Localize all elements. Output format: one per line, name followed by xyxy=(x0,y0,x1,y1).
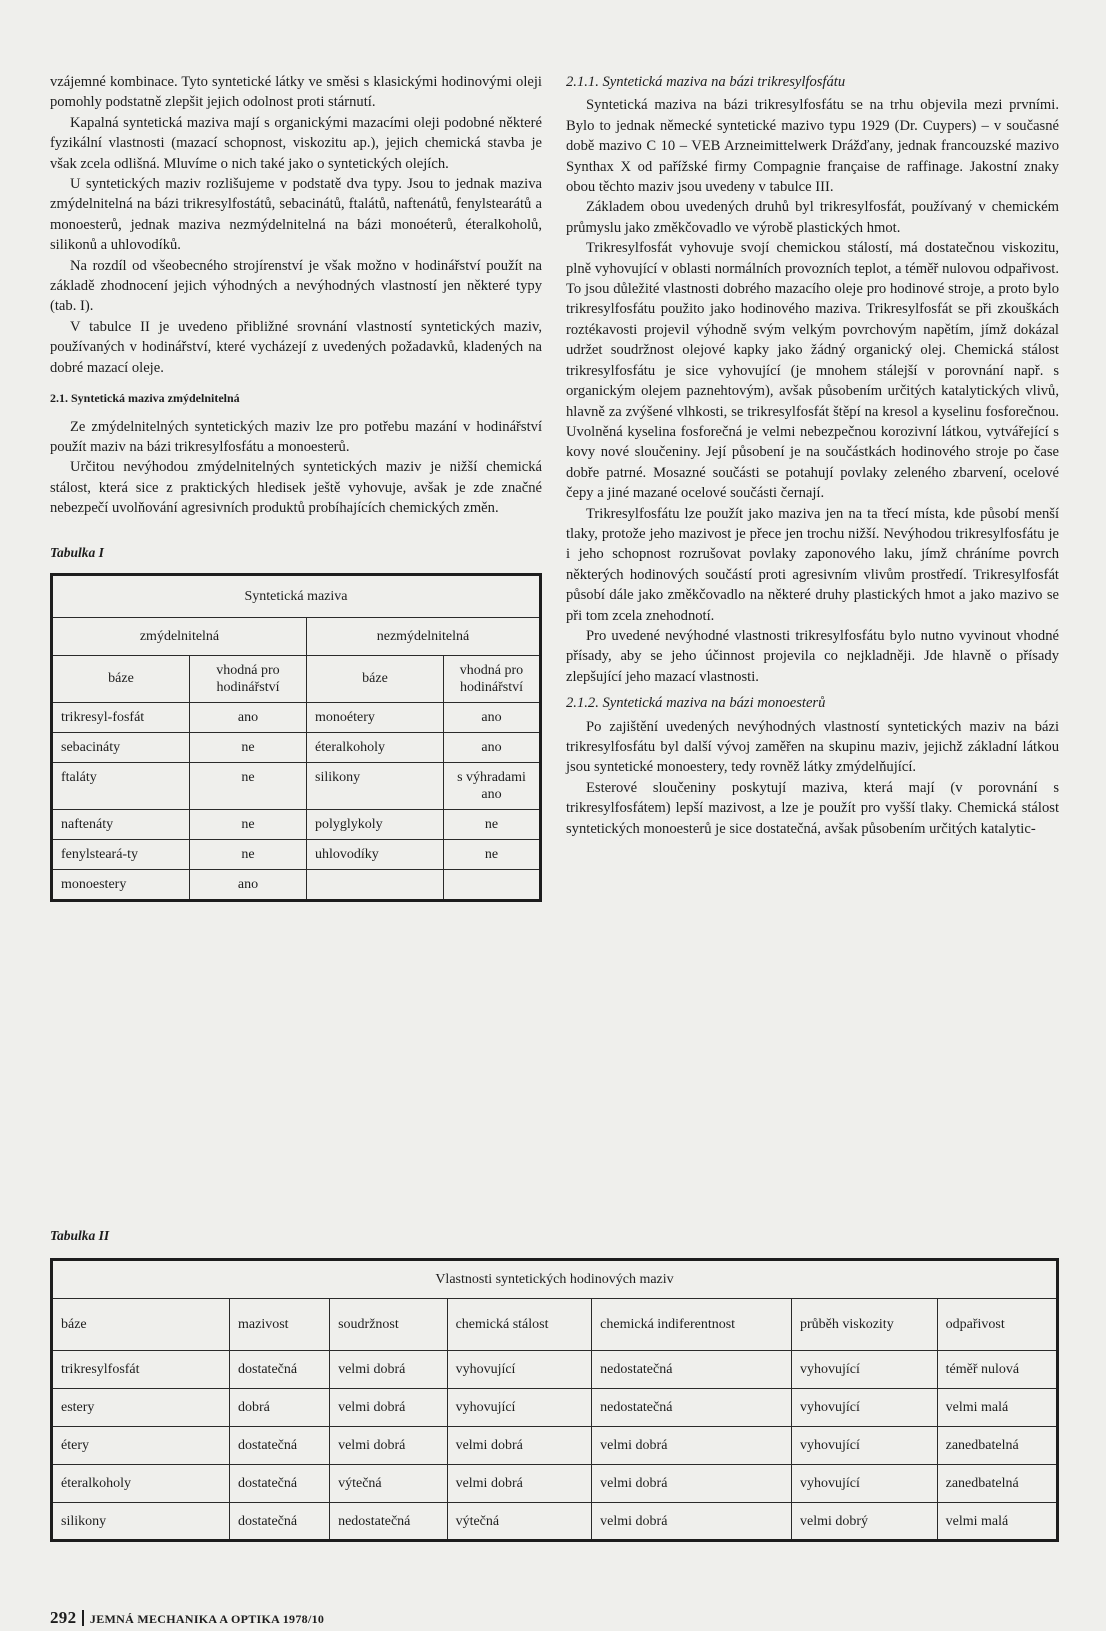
table2-caption: Tabulka II xyxy=(50,1228,110,1243)
table-cell: velmi dobrá xyxy=(592,1503,792,1541)
table-cell: fenylsteará-ty xyxy=(52,839,190,869)
table-cell: ne xyxy=(190,762,307,809)
table-cell: ano xyxy=(190,869,307,900)
table-cell: monoestery xyxy=(52,869,190,900)
paragraph: V tabulce II je uvedeno přibližné srovnání vlastností syntetických maziv, používaných v hodinářství, které vycházejí z uvedených požadavků, kladených na dobré mazací oleje. xyxy=(50,318,542,376)
table-cell: velmi dobrá xyxy=(592,1465,792,1503)
table-row xyxy=(52,869,541,900)
paragraph: Po zajištění uvedených nevýhodných vlastností syntetických maziv na bázi trikresylfosfátu byl další vývoj zaměřen na skupinu maziv, jejichž základní látkou jsou syntetické monoestery, tedy rovněž látky zmýdelňující. xyxy=(566,718,1059,776)
paragraph: Na rozdíl od všeobecného strojírenství je však možno v hodinářství použít na základě zhodnocení jejich výhodných a nevýhodných vlastností jen některé typy (tab. I). xyxy=(50,257,542,315)
subsection-heading: 2.1.2. Syntetická maziva na bázi monoesterů xyxy=(566,695,826,712)
table-cell: dostatečná xyxy=(230,1427,330,1465)
table-cell: naftenáty xyxy=(52,809,190,839)
table2 xyxy=(50,1258,1059,1542)
table-cell: výtečná xyxy=(447,1503,592,1541)
table1-group-right: nezmýdelnitelná xyxy=(307,617,541,655)
table-cell: ftaláty xyxy=(52,762,190,809)
table2-header: mazivost xyxy=(230,1299,330,1351)
table-cell: velmi malá xyxy=(937,1389,1057,1427)
table-cell: ano xyxy=(190,702,307,732)
table-cell: silikony xyxy=(307,762,444,809)
table1-header-suitable: vhodná pro hodinářství xyxy=(444,655,541,702)
paragraph: Kapalná syntetická maziva mají s organickými mazacími oleji podobné některé fyzikální vlastnosti (mazací schopnost, viskozitu ap.), jejich chemická stavba je však zcela odlišná. Mluvíme o nich také jako o syntetických olejích. xyxy=(50,114,542,172)
table1-header-base: báze xyxy=(52,655,190,702)
table-row xyxy=(52,732,541,762)
table2-header: chemická indiferentnost xyxy=(592,1299,792,1351)
table-cell: uhlovodíky xyxy=(307,839,444,869)
table2-header: průběh viskozity xyxy=(791,1299,937,1351)
table-cell: estery xyxy=(52,1389,230,1427)
table-cell: dostatečná xyxy=(230,1351,330,1389)
table-cell: velmi dobrá xyxy=(447,1465,592,1503)
table-cell: vyhovující xyxy=(447,1389,592,1427)
table-cell: trikresylfosfát xyxy=(52,1351,230,1389)
table-cell: ano xyxy=(444,702,541,732)
table1-group-left: zmýdelnitelná xyxy=(52,617,307,655)
table-cell: éteralkoholy xyxy=(52,1465,230,1503)
table-cell xyxy=(307,869,444,900)
table-cell: dobrá xyxy=(230,1389,330,1427)
table-cell: velmi dobrá xyxy=(447,1427,592,1465)
table2-header: chemická stálost xyxy=(447,1299,592,1351)
table2-header: báze xyxy=(52,1299,230,1351)
page-footer xyxy=(50,1608,324,1628)
table-cell xyxy=(444,869,541,900)
table-cell: zanedbatelná xyxy=(937,1427,1057,1465)
table-cell: nedostatečná xyxy=(592,1389,792,1427)
paragraph: Esterové sloučeniny poskytují maziva, která mají (v porovnání s trikresylfosfátem) lepší mazivost, a lze je použít pro vyšší tlaky. Chemická stálost syntetických monoesterů je sice dostatečná, avšak působením určitých katalytic- xyxy=(566,779,1059,837)
footer-divider xyxy=(82,1610,84,1626)
table-cell: vyhovující xyxy=(447,1351,592,1389)
table1-header-suitable: vhodná pro hodinářství xyxy=(190,655,307,702)
table-cell: velmi dobrá xyxy=(330,1427,447,1465)
paragraph: Pro uvedené nevýhodné vlastnosti trikresylfosfátu bylo nutno vyvinout vhodné přísady, aby se jeho účinnost projevila co nejkladněji. Jde hlavně o přísady zlepšující jeho mazací vlastnosti. xyxy=(566,627,1059,685)
table-cell: ne xyxy=(190,839,307,869)
right-column xyxy=(566,72,1059,839)
table-cell: ne xyxy=(190,732,307,762)
table-cell: nedostatečná xyxy=(592,1351,792,1389)
subsection-heading: 2.1.1. Syntetická maziva na bázi trikresylfosfátu xyxy=(566,74,846,90)
table-row xyxy=(52,1465,1058,1503)
table-cell: velmi dobrá xyxy=(592,1427,792,1465)
table-cell: silikony xyxy=(52,1503,230,1541)
table-cell: étery xyxy=(52,1427,230,1465)
table-cell: dostatečná xyxy=(230,1503,330,1541)
table-row xyxy=(52,839,541,869)
table-cell: vyhovující xyxy=(791,1389,937,1427)
paragraph: Trikresylfosfátu lze použít jako maziva jen na ta třecí místa, kde působí menší tlaky, protože jeho mazivost je přece jen trochu nižší. Nevýhodou trikresylfosfátu je i jeho schopnost rozrušovat povlaky zaponového laku, jímž chráníme povrch některých hodinových součástí proti agresivním vlivům prostředí. Trikresylfosfát působí dále jako změkčovadlo na některé druhy plastických hmot a jako mazivo se při tom zcela znehodnotí. xyxy=(566,505,1059,624)
table-row xyxy=(52,1427,1058,1465)
table-cell: velmi dobrá xyxy=(330,1351,447,1389)
paragraph: Trikresylfosfát vyhovuje svojí chemickou stálostí, má dostatečnou viskozitu, plně vyhovující v oblasti normálních provozních teplot, a téměř nulovou odpařivost. To jsou důležité vlastnosti dobrého mazacího oleje pro hodinové stroje, a proto bylo trikresylfosfátu použito jako hodinového maziva. Trikresylfosfát se při zkouškách roztékavosti projevil výhodně svým velkým povrchovým napětím, jímž dokázal udržet soudržnost olejové kapky jako žádný organický olej. Chemická stálost trikresylfosfátu je sice vyhovující (je mnohem stálejší v porovnání např. s organickým olejem paznehtovým), avšak působením určitých katalytických vlivů, hlavně za zvýšené vlhkosti, se trikresylfosfát štěpí na kresol a kyselinu fosforečnou. Uvolněná kyselina fosforečná je velmi nebezpečnou korozivní látkou, vytvářející s kovy nové sloučeniny. Její působení je na součástkách hodinového stroje po čase dobře patrné. Mosazné součásti se potahují povlaky zeleného zbarvení, ocelové čepy a jiné mazané ocelové součásti černají. xyxy=(566,240,1059,502)
table2-header: soudržnost xyxy=(330,1299,447,1351)
table-cell: trikresyl-fosfát xyxy=(52,702,190,732)
table-cell: ne xyxy=(444,839,541,869)
paragraph: Základem obou uvedených druhů byl trikresylfosfát, používaný v chemickém průmyslu jako změkčovadlo ve výrobě plastických hmot. xyxy=(566,199,1059,236)
table-cell: zanedbatelná xyxy=(937,1465,1057,1503)
table2-title: Vlastnosti syntetických hodinových maziv xyxy=(52,1260,1058,1299)
journal-name: JEMNÁ MECHANIKA A OPTIKA 1978/10 xyxy=(89,1612,325,1626)
table-cell: éteralkoholy xyxy=(307,732,444,762)
table-cell: s výhradami ano xyxy=(444,762,541,809)
table-cell: velmi malá xyxy=(937,1503,1057,1541)
table-row xyxy=(52,702,541,732)
table-cell: vyhovující xyxy=(791,1465,937,1503)
table2-header: odpařivost xyxy=(937,1299,1057,1351)
table-row xyxy=(52,1389,1058,1427)
table-cell: vyhovující xyxy=(791,1351,937,1389)
paragraph: U syntetických maziv rozlišujeme v podstatě dva typy. Jsou to jednak maziva zmýdelnitelná na bázi trikresylfostátů, sebacinátů, ftalátů, naftenátů, fenylstearátů a monoesterů, jednak maziva nezmýdelnitelná na bázi monoéterů, éteralkoholů, silikonů a uhlovodíků. xyxy=(50,176,542,254)
table-row xyxy=(52,762,541,809)
table-cell: ne xyxy=(444,809,541,839)
table-row xyxy=(52,1351,1058,1389)
table-cell: téměř nulová xyxy=(937,1351,1057,1389)
paragraph: Ze zmýdelnitelných syntetických maziv lze pro potřebu mazání v hodinářství použít maziv na bázi trikresylfosfátu a monoesterů. xyxy=(50,418,542,455)
table1-title: Syntetická maziva xyxy=(52,574,541,617)
table-cell: velmi dobrá xyxy=(330,1389,447,1427)
table-cell: nedostatečná xyxy=(330,1503,447,1541)
page-number: 292 xyxy=(50,1608,77,1627)
table-cell: polyglykoly xyxy=(307,809,444,839)
table-row xyxy=(52,1503,1058,1541)
table-cell: výtečná xyxy=(330,1465,447,1503)
table-cell: dostatečná xyxy=(230,1465,330,1503)
paragraph: Určitou nevýhodou zmýdelnitelných syntetických maziv je nižší chemická stálost, která sice z praktických hledisek ještě vyhovuje, avšak je zde značné nebezpečí uvolňování agresivních produktů probíhajících chemických změn. xyxy=(50,459,542,517)
table-cell: ano xyxy=(444,732,541,762)
table-cell: vyhovující xyxy=(791,1427,937,1465)
table-cell: monoétery xyxy=(307,702,444,732)
paragraph: vzájemné kombinace. Tyto syntetické látky ve směsi s klasickými hodinovými oleji pomohly podstatně zlepšit jejich odolnost proti stárnutí. xyxy=(50,74,542,111)
table-cell: sebacináty xyxy=(52,732,190,762)
paragraph: Syntetická maziva na bázi trikresylfosfátu se na trhu objevila mezi prvními. Bylo to jednak německé syntetické mazivo typu 1929 (Dr. Cuypers) – v současné době mazivo C 10 – VEB Arzneimittelwerk Drážďany, jednak francouzské mazivo Synthax X od pařížské firmy Compagnie française de raffinage. Jakostní znaky obou těchto maziv jsou uvedeny v tabulce III. xyxy=(566,97,1059,196)
left-column xyxy=(50,72,542,902)
table-cell: ne xyxy=(190,809,307,839)
table1 xyxy=(50,573,542,902)
table1-caption: Tabulka I xyxy=(50,544,104,560)
table1-header-base: báze xyxy=(307,655,444,702)
table-row xyxy=(52,809,541,839)
table-cell: velmi dobrý xyxy=(791,1503,937,1541)
section-heading: 2.1. Syntetická maziva zmýdelnitelná xyxy=(50,391,240,406)
